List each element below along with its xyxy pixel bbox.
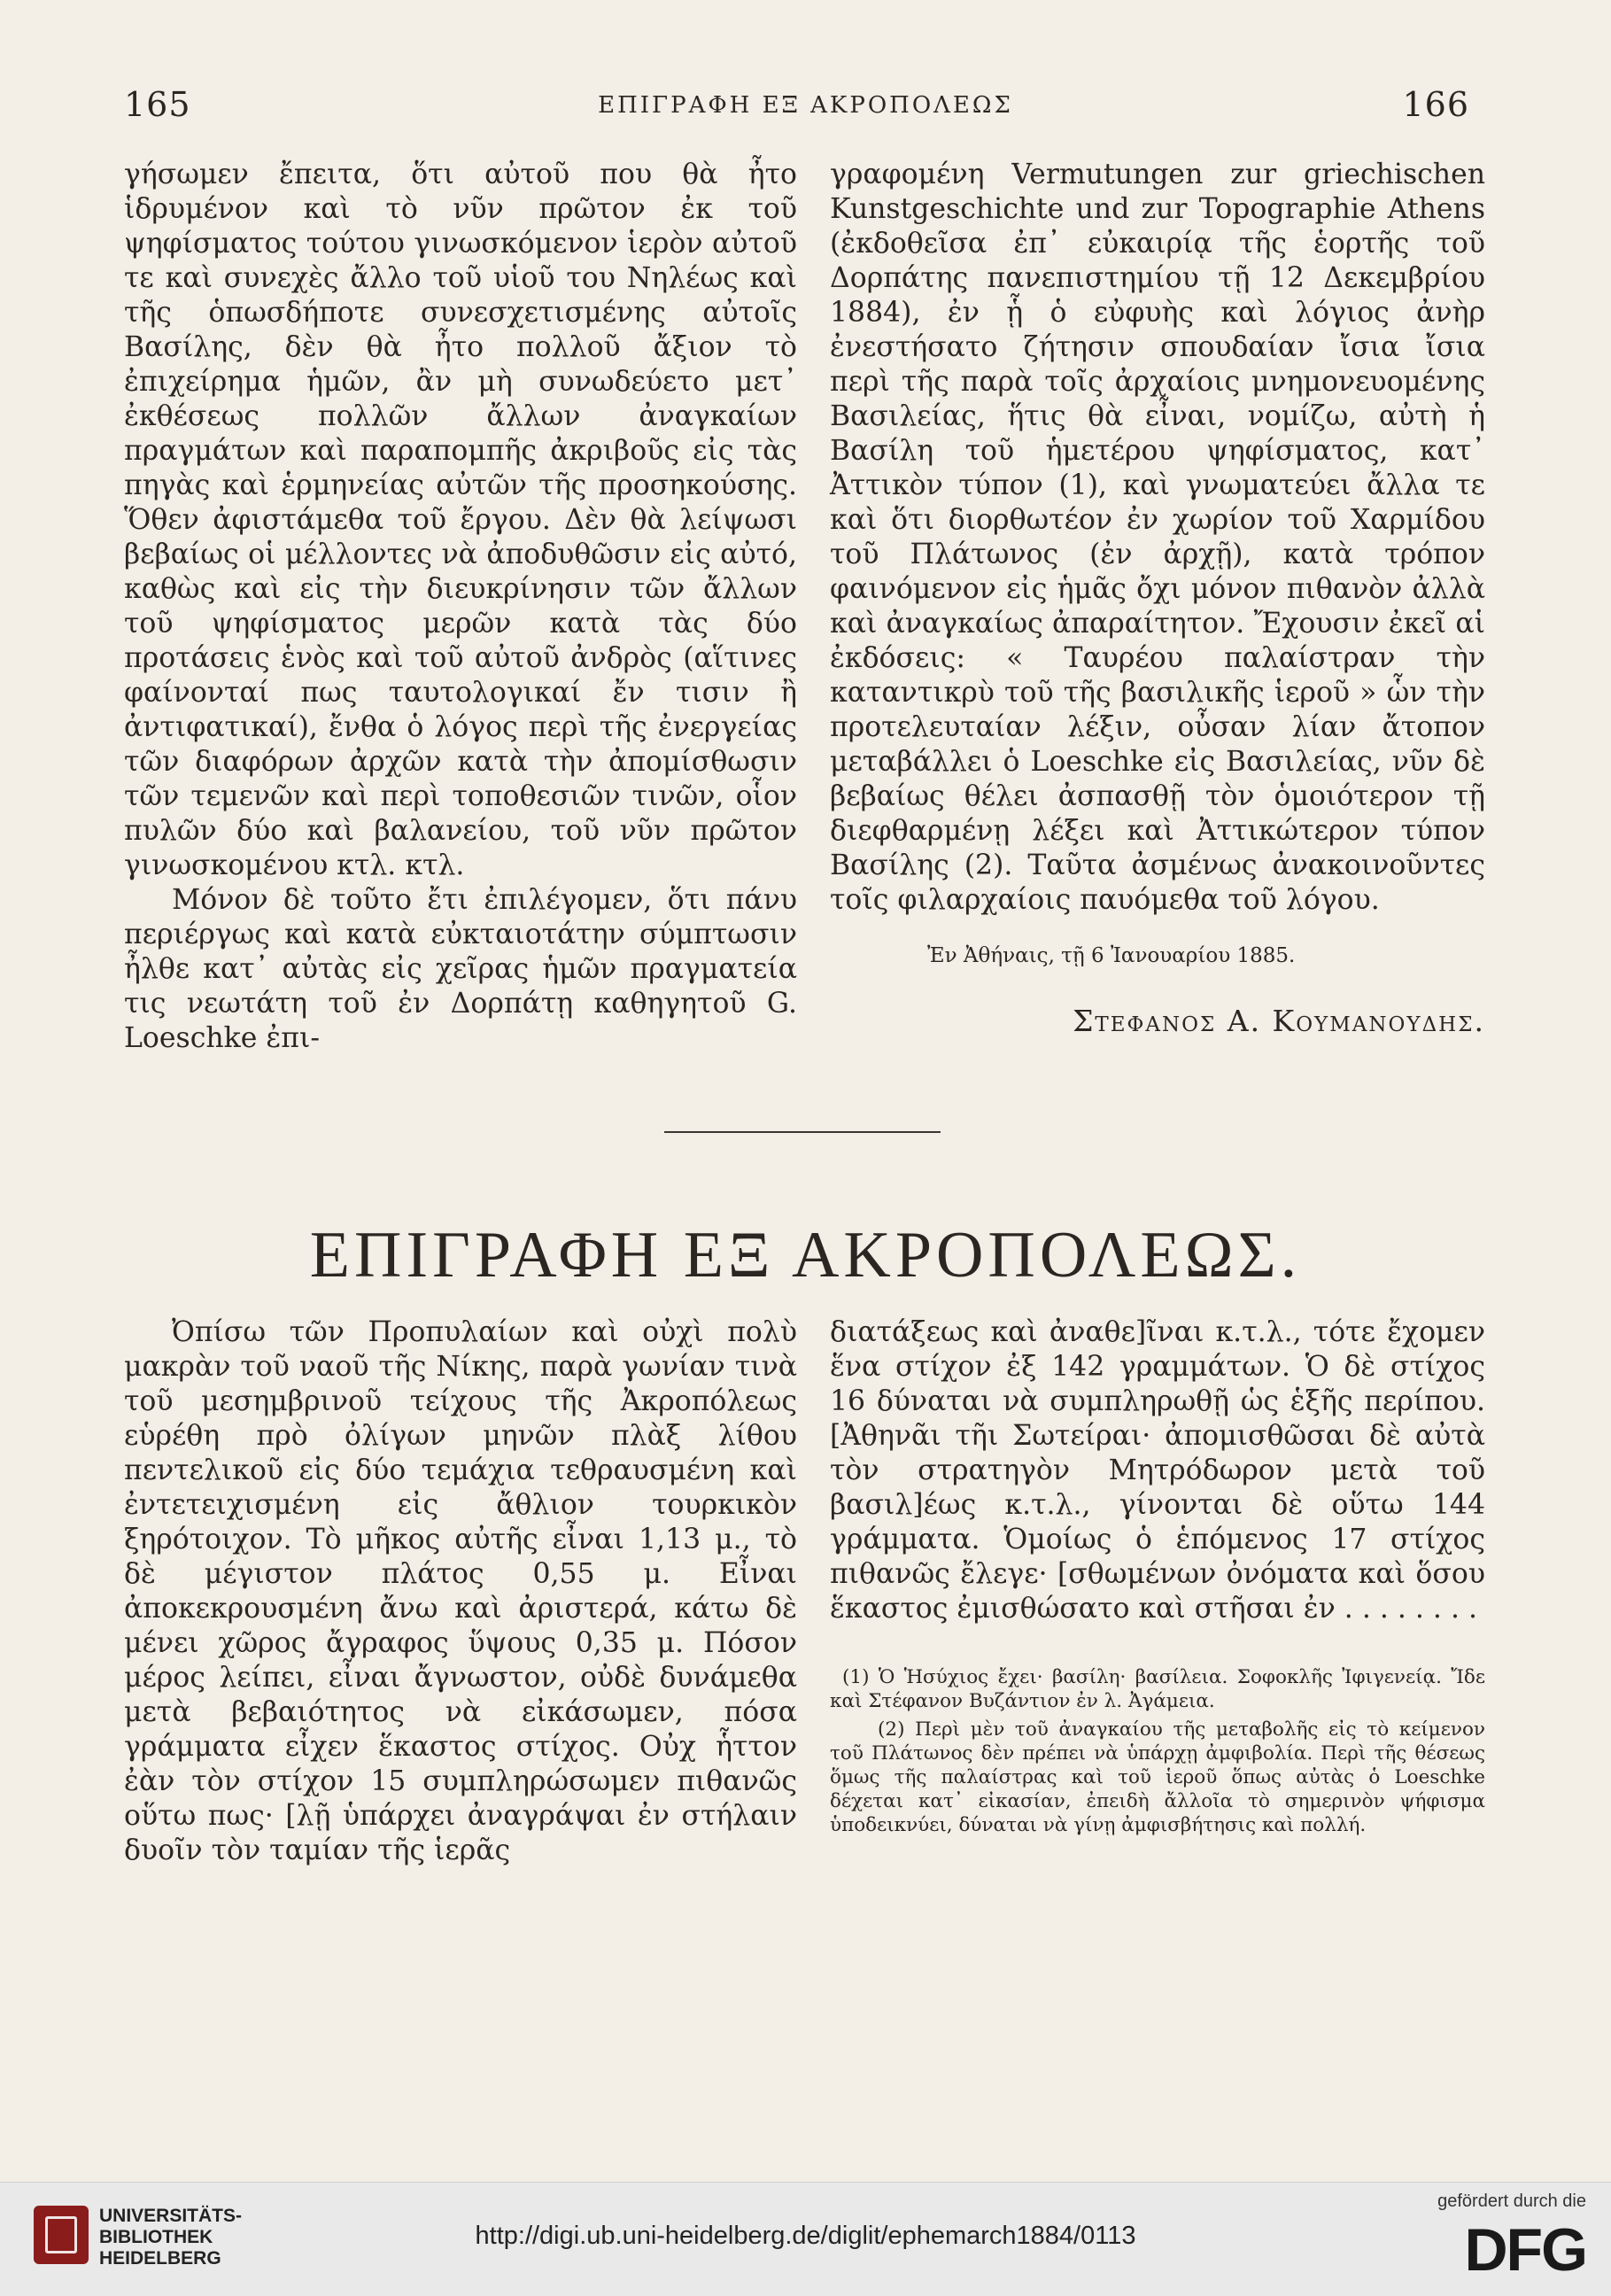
paragraph: Ὀπίσω τῶν Προπυλαίων καὶ οὐχὶ πολὺ μακρὰν τοῦ ναοῦ τῆς Νίκης, παρὰ γωνίαν τινὰ τοῦ μεσημβρινοῦ τείχους τῆς Ἀκροπόλεως εὑρέθη πρὸ ὀλίγων μηνῶν πλὰξ λίθου πεντελικοῦ εἰς δύο τεμάχια τεθραυσμένη καὶ ἐντετειχισμένη εἰς ἄθλιον τουρκικὸν ξηρότοιχον. Τὸ μῆκος αὐτῆς εἶναι 1,13 μ., τὸ δὲ μέγιστον πλάτος 0,55 μ. Εἶναι ἀποκεκρουσμένη ἄνω καὶ ἀριστερά, κάτω δὲ μένει χῶρος ἄγραφος ὕψους 0,35 μ. Πόσον μέρος λείπει, εἶναι ἄγνωστον, οὐδὲ δυνάμεθα μετὰ βεβαιότητος νὰ εἰκάσωμεν, πόσα γράμματα εἶχεν ἕκαστος στίχος. Οὐχ ἧττον ἐὰν τὸν στίχον 15 συμπληρώσωμεν πιθανῶς οὕτω πως· [λῇ ὑπάρχει ἀναγράψαι ἐν στήλαιν δυοῖν τὸν ταμίαν τῆς ἱερᾶς bbox=[124, 1316, 797, 1866]
dfg-logo: DFG bbox=[1464, 2216, 1586, 2284]
footnotes bbox=[830, 1665, 1485, 1837]
page-number-right: 166 bbox=[1402, 85, 1469, 124]
footnote: (1) Ὁ Ἡσύχιος ἔχει· βασίλη· βασίλεια. Σοφοκλῆς Ἰφιγενείᾳ. Ἴδε καὶ Στέφανον Βυζάντιον ἐν λ. Ἀγάμεια. bbox=[830, 1666, 1485, 1712]
upper-right-column bbox=[830, 158, 1485, 1038]
running-head: ΕΠΙΓΡΑΦΗ ΕΞ ΑΚΡΟΠΟΛΕΩΣ bbox=[598, 92, 1013, 119]
library-name: UNIVERSITÄTS- BIBLIOTHEK HEIDELBERG bbox=[99, 2206, 243, 2269]
page-number-left: 165 bbox=[124, 85, 191, 124]
section-title: ΕΠΙΓΡΑΦΗ ΕΞ ΑΚΡΟΠΟΛΕΩΣ. bbox=[309, 1219, 1302, 1292]
section-divider bbox=[664, 1131, 941, 1133]
footer-bar bbox=[0, 2182, 1611, 2296]
sponsor-label: gefördert durch die bbox=[1437, 2191, 1586, 2211]
lower-left-column bbox=[124, 1315, 797, 1868]
paragraph: γήσωμεν ἔπειτα, ὅτι αὐτοῦ που θὰ ἦτο ἱδρυμένον καὶ τὸ νῦν πρῶτον ἐκ τοῦ ψηφίσματος τούτου γινωσκόμενον ἱερὸν αὐτοῦ τε καὶ συνεχὲς ἄλλο τοῦ υἱοῦ του Νηλέως καὶ τῆς ὁπωσδήποτε συνεσχετισμένης αὐτοῖς Βασίλης, δὲν θὰ ἦτο πολλοῦ ἄξιον τὸ ἐπιχείρημα ἡμῶν, ἂν μὴ συνωδεύετο μετ᾽ ἐκθέσεως πολλῶν ἄλλων ἀναγκαίων πραγμάτων καὶ παραπομπῆς ἀκριβοῦς εἰς τὰς πηγὰς καὶ ἑρμηνείας αὐτῶν τῆς προσηκούσης. Ὅθεν ἀφιστάμεθα τοῦ ἔργου. Δὲν θὰ λείψωσι βεβαίως οἱ μέλλοντες νὰ ἀποδυθῶσιν εἰς αὐτό, καθὼς καὶ εἰς τὴν διευκρίνησιν τῶν ἄλλων τοῦ ψηφίσματος μερῶν κατὰ τὰς δύο προτάσεις ἑνὸς καὶ τοῦ αὐτοῦ ἀνδρὸς (αἵτινες φαίνονταί πως ταυτολογικαί ἔν τισιν ἢ ἀντιφατικαί), ἔνθα ὁ λόγος περὶ τῆς ἐνεργείας τῶν διαφόρων ἀρχῶν κατὰ τὴν ἀπομίσθωσιν τῶν τεμενῶν καὶ περὶ τοποθεσιῶν τινῶν, οἷον πυλῶν δύο καὶ βαλανείου, τοῦ νῦν πρῶτον γινωσκομένου κτλ. κτλ. bbox=[124, 159, 797, 881]
lower-right-column bbox=[830, 1315, 1485, 1842]
paragraph: Μόνον δὲ τοῦτο ἔτι ἐπιλέγομεν, ὅτι πάνυ περιέργως καὶ κατὰ εὐκταιοτάτην σύμπτωσιν ἦλθε κατ᾽ αὐτὰς εἰς χεῖρας ἡμῶν πραγματεία τις νεωτάτη τοῦ ἐν Δορπάτῃ καθηγητοῦ G. Loeschke ἐπι- bbox=[124, 884, 797, 1054]
upper-left-column bbox=[124, 158, 797, 1056]
source-url-link[interactable]: http://digi.ub.uni-heidelberg.de/diglit/ephemarch1884/0113 bbox=[475, 2222, 1136, 2250]
paragraph: διατάξεως καὶ ἀναθε]ῖναι κ.τ.λ., τότε ἔχομεν ἕνα στίχον ἐξ 142 γραμμάτων. Ὁ δὲ στίχος 16 δύναται νὰ συμπληρωθῇ ὡς ἑξῆς περίπου. [Ἀθηνᾶι τῆι Σωτείραι· ἀπομισθῶσαι δὲ αὐτὰ τὸν στρατηγὸν Μητρόδωρον μετὰ τοῦ βασιλ]έως κ.τ.λ., γίνονται δὲ οὕτω 144 γράμματα. Ὁμοίως ὁ ἑπόμενος 17 στίχος πιθανῶς ἔλεγε· [σθωμένων ὀνόματα καὶ ὅσου ἕκαστος ἐμισθώσατο καὶ στῆσαι ἐν . . . . . . . . bbox=[830, 1316, 1485, 1625]
paragraph: γραφομένη Vermutungen zur griechischen Kunstgeschichte und zur Topographie Athens (ἐκδοθεῖσα ἐπ᾽ εὐκαιρίᾳ τῆς ἑορτῆς τοῦ Δορπάτης πανεπιστημίου τῇ 12 Δεκεμβρίου 1884), ἐν ᾗ ὁ εὐφυὴς καὶ λόγιος ἀνὴρ ἐνεστήσατο ζήτησιν σπουδαίαν ἴσια ἴσια περὶ τῆς παρὰ τοῖς ἀρχαίοις μνημονευομένης Βασιλείας, ἥτις θὰ εἶναι, νομίζω, αὐτὴ ἡ Βασίλη τοῦ ἡμετέρου ψηφίσματος, κατ᾽ Ἀττικὸν τύπον (1), καὶ γνωματεύει ἄλλα τε καὶ ὅτι διορθωτέον ἐν χωρίον τοῦ Χαρμίδου τοῦ Πλάτωνος (ἐν ἀρχῇ), κατὰ τρόπον φαινόμενον εἰς ἡμᾶς ὄχι μόνον πιθανὸν ἀλλὰ καὶ ἀναγκαίως ἀπαραίτητον. Ἔχουσιν ἐκεῖ αἱ ἐκδόσεις: « Ταυρέου παλαίστραν τὴν καταντικρὺ τοῦ τῆς βασιλικῆς ἱεροῦ » ὧν τὴν προτελευταίαν λέξιν, οὖσαν λίαν ἄτοπον μεταβάλλει ὁ Loeschke εἰς Βασιλείας, νῦν δὲ βεβαίως θέλει ἀσπασθῇ τὸν ὁμοιότερον τῇ διεφθαρμένῃ λέξει καὶ Ἀττικώτερον τύπον Βασίλης (2). Ταῦτα ἀσμένως ἀνακοινοῦντες τοῖς φιλαρχαίοις παυόμεθα τοῦ λόγου. bbox=[830, 159, 1485, 916]
dateline: Ἐν Ἀθήναις, τῇ 6 Ἰανουαρίου 1885. bbox=[927, 944, 1296, 967]
author-signature: Στεφανος Α. Κουμανουδης. bbox=[1073, 1004, 1485, 1038]
footnote: (2) Περὶ μὲν τοῦ ἀναγκαίου τῆς μεταβολῆς εἰς τὸ κείμενον τοῦ Πλάτωνος δὲν πρέπει νὰ ὑπάρχῃ ἀμφιβολία. Περὶ τῆς θέσεως ὅμως τῆς παλαίστρας καὶ τοῦ ἱεροῦ ὅπως αὐτὰς ὁ Loeschke δέχεται κατ᾽ εἰκασίαν, ἐπειδὴ ἄλλοῖα τὸ σημερινὸν ψήφισμα ὑποδεικνύει, δύναται νὰ γίνῃ ἀμφισβήτησις καὶ πολλή. bbox=[830, 1718, 1485, 1836]
